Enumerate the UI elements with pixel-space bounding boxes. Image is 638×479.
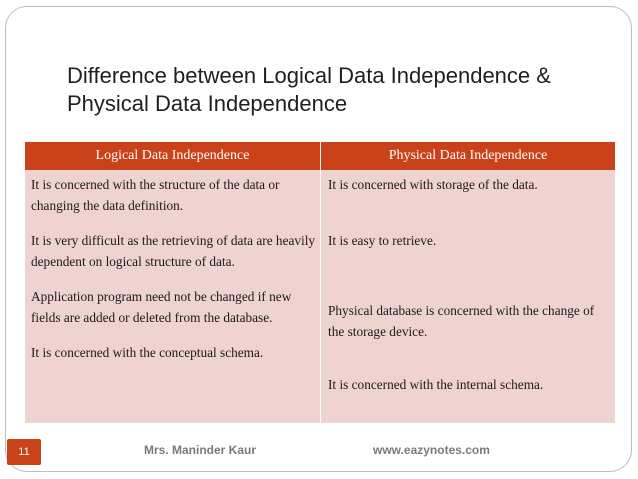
physical-column — [320, 170, 615, 423]
footer-website: www.eazynotes.com — [373, 443, 490, 457]
physical-point-1: It is concerned with storage of the data. — [328, 177, 538, 192]
header-logical: Logical Data Independence — [95, 148, 250, 163]
logical-point-3: Application program need not be changed if new fields are added or deleted from the database. — [31, 289, 292, 325]
physical-point-4: It is concerned with the internal schema. — [328, 377, 544, 392]
comparison-table — [25, 142, 615, 423]
slide-title-line-2: Physical Data Independence — [67, 91, 348, 116]
physical-point-2: It is easy to retrieve. — [328, 233, 437, 248]
footer-author: Mrs. Maninder Kaur — [144, 443, 257, 457]
logical-column — [25, 170, 320, 423]
header-physical: Physical Data Independence — [320, 142, 615, 170]
table-header-row — [25, 142, 615, 170]
slide-title — [67, 62, 607, 118]
slide-title-line-1: Difference between Logical Data Independence & — [67, 63, 551, 88]
logical-point-1: It is concerned with the structure of the data or changing the data definition. — [31, 177, 280, 213]
logical-point-2: It is very difficult as the retrieving of data are heavily dependent on logical structure of data. — [31, 233, 316, 269]
logical-point-4: It is concerned with the conceptual schema. — [31, 345, 264, 360]
slide-number-badge: 11 — [7, 439, 41, 465]
physical-point-3: Physical database is concerned with the change of the storage device. — [328, 303, 595, 339]
